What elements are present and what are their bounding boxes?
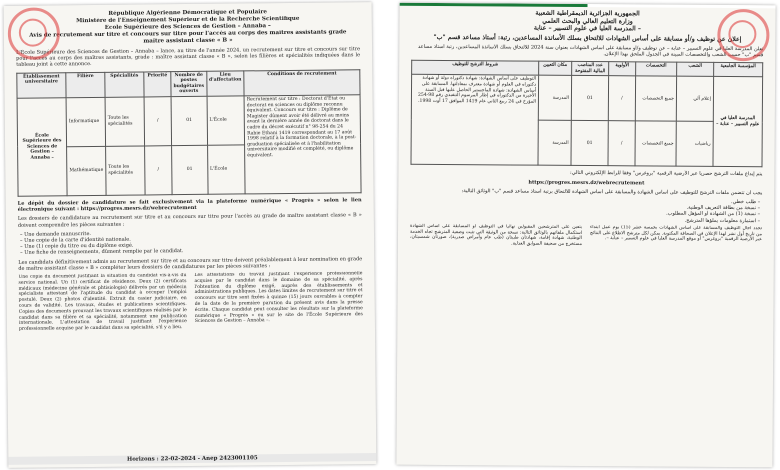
list-item: – نسخة من بطاقة التعريف الوطنية. bbox=[686, 204, 761, 212]
header-line: المدرسة العليا في علوم التسيير – عنابة – bbox=[533, 24, 642, 33]
header-line: École Supérieure des Sciences de Gestion – Annaba – bbox=[104, 23, 271, 31]
table-header: الأولوية bbox=[609, 62, 636, 76]
french-deposit-note: Le dépôt du dossier de candidature se fait exclusivement via la plateforme numérique « Progrès » selon le lien électronique suivant : https://progres.mesrs.dz/webrecrutement bbox=[17, 197, 362, 213]
list-item: – استمارة معلومات يملؤها المترشح. bbox=[684, 217, 761, 224]
specialite-cell: Toute les spécialités bbox=[106, 146, 146, 195]
french-document-page bbox=[4, 2, 377, 468]
table-header: Filière bbox=[66, 72, 105, 98]
table-header: Établissement universitaire bbox=[17, 72, 66, 98]
filiere-cell: رياضيات bbox=[676, 122, 713, 167]
table-header: Nombre de postes budgétaires ouverts bbox=[171, 71, 207, 97]
french-column-right: Les attestations du travail justifiant l'expérience professionnelle acquise par le candidat dans le domaine de sa spécialité, après l'obtention du diplôme exigé, auprès des établissements et administrations publiques. Les dates limites de recrutement sur titre et concours sur titre sont fixées à quinze (15) jours ouvrables à compter de la date de la première parution du présent avis dans la presse écrite. Chaque candidat peut consulter les résultats sur la plateforme numérique « Progrès » ou sur le site de l'École Supérieure des Sciences de Gestion – Annaba –. bbox=[194, 271, 363, 325]
list-item: – Une (1) copie du titre ou du diplôme exigé. bbox=[20, 242, 134, 250]
arabic-link: https://progres.mesrs.dz/webrecrutement bbox=[528, 179, 645, 186]
postes-cell: 01 bbox=[571, 121, 608, 166]
table-header: مكان التعيين bbox=[539, 61, 572, 75]
specialite-cell: Toute les spécialités bbox=[105, 97, 145, 146]
priorite-cell: / bbox=[145, 146, 173, 195]
arabic-deposit-note: يتم إيداع ملفات الترشح حصريا عبر الأرضية الرقمية "بروغرس" وفقا للرابط الإلكتروني التالي: bbox=[570, 170, 763, 178]
arabic-column-right: تحدد آجال التوظيف والمسابقة على أساس الشهادات بخمسة عشر (15) يوم عمل ابتداء من تاريخ أول نشر لهذا الإعلان في الصحافة المكتوبة. يمكن لكل مترشح الاطلاع على النتائج عبر الأرضية الرقمية "بروغرس" أو موقع المدرسة العليا في علوم التسيير – عنابة –. bbox=[589, 224, 763, 243]
arabic-docs-list bbox=[412, 197, 760, 224]
header-line: République Algérienne Démocratique et Populaire bbox=[108, 9, 267, 17]
arabic-title: إعلان عن توظيف و/أو مسابقة على أساس الشهادات للالتحاق بسلك الأساتذة المساعدين، رتبة: أستاذ مساعد قسم "ب" bbox=[433, 33, 742, 43]
list-item: – Une demande manuscrite. bbox=[19, 230, 92, 238]
establishment-cell: École Supérieure des Sciences de Gestion – Annaba – bbox=[17, 98, 67, 197]
table-header: الشعب bbox=[677, 62, 714, 76]
arabic-positions-table bbox=[410, 60, 763, 168]
table-header: المؤسسة الجامعية bbox=[714, 63, 763, 78]
french-two-columns bbox=[18, 271, 363, 367]
table-header: Priorité bbox=[144, 71, 171, 97]
arabic-column-left: يتعين على المترشحين المقبولين نهائيا في التوظيف أو المسابقة على أساس الشهادة استكمال ملفاتهم بالوثائق التالية: نسخة من الوثيقة التي تثبت وضعية المترشح تجاه الخدمة الوطنية، شهادة إقامة، شهادتان طبيتان (طب عام وأمراض صدرية)، صورتان شمسيتان، مستخرج من صحيفة السوابق العدلية. bbox=[409, 223, 583, 248]
filiere-cell: Informatique bbox=[66, 97, 106, 146]
header-line: maître assistant classe « B » bbox=[143, 37, 233, 45]
header-line: Ministère de l'Enseignement Supérieur et de la Recherche Scientifique bbox=[76, 15, 300, 25]
table-header: شروط الترشح للتوظيف bbox=[412, 60, 539, 75]
conditions-cell: Recrutement sur titre : Doctorat d'État ou doctorat en sciences ou diplôme reconnu équivalent. Concours sur titre : Diplôme de Magister dûment avoir été délivré au moins avant la dernière année de doctorat dans le cadre du décret exécutif n° 98-254 du 24 Rabie Ethani 1419 correspondant au 17 août 1998 relatif à la formation doctorale, à la post-graduation spécialisée et à l'habilitation universitaire modifié et complété, ou diplôme équivalent. bbox=[244, 95, 361, 194]
header-line: وزارة التعليم العالي والبحث العلمي bbox=[542, 17, 633, 25]
seal-stamp-icon bbox=[8, 7, 61, 60]
table-row bbox=[411, 75, 762, 122]
table-header: Conditions de recrutement bbox=[244, 69, 360, 96]
seal-stamp-icon bbox=[717, 9, 769, 61]
lieu-cell: L'École bbox=[207, 145, 245, 194]
specialite-cell: جميع التخصصات bbox=[635, 76, 676, 121]
lieu-cell: L'École bbox=[207, 96, 245, 145]
arabic-two-columns bbox=[409, 224, 762, 336]
priorite-cell: / bbox=[608, 76, 635, 121]
flag-strip bbox=[400, 3, 776, 9]
specialite-cell: جميع التخصصات bbox=[635, 121, 676, 166]
filiere-cell: إعلام آلي bbox=[676, 77, 713, 122]
priorite-cell: / bbox=[144, 97, 172, 146]
establishment-cell: المدرسة العليا في علوم التسيير – عنابة – bbox=[713, 77, 763, 167]
postes-cell: 01 bbox=[172, 145, 208, 194]
french-intro: L'École Supérieure des Sciences de Gestion – Annaba – lance, au titre de l'année 2024, un recrutement sur titre et concours sur titre pour l'accès au corps des maîtres assistants, grade : maître assistant classe « B », selon les filières et spécialités indiquées dans le tableau joint à cette annonce. bbox=[16, 46, 361, 69]
french-docs-list bbox=[20, 228, 360, 256]
list-item: – طلب خطي. bbox=[731, 198, 761, 206]
list-item: – Une fiche de renseignements, dûment remplie par le candidat. bbox=[20, 248, 184, 257]
postes-cell: 01 bbox=[571, 76, 608, 121]
lieu-cell: المدرسة bbox=[538, 76, 571, 121]
postes-cell: 01 bbox=[171, 96, 207, 145]
header-line: الجمهورية الجزائرية الديمقراطية الشعبية bbox=[535, 9, 640, 18]
french-docs-intro: Les dossiers de candidature au recrutement sur titre et au concours sur titre pour l'accès au grade de maître assistant classe « B » doivent comprendre les pièces suivantes : bbox=[17, 212, 362, 229]
list-item: – Une copie de la carte d'identité nationale. bbox=[20, 236, 131, 244]
french-positions-table bbox=[16, 69, 361, 197]
arabic-intro: تعلن المدرسة العليا في علوم التسيير – عنابة – عن توظيف و/أو مسابقة على أساس الشهادات بعنوان سنة 2024 للالتحاق بسلك الأساتذة المساعدين، رتبة أستاذ مساعد قسم "ب" حسب الشعب والتخصصات المبينة في الجدول الملحق بهذا الإعلان. bbox=[417, 43, 764, 59]
arabic-document-page bbox=[396, 3, 775, 468]
table-header-row bbox=[17, 69, 360, 98]
french-column-left: Une copie du document justifiant la situation du candidat vis-à-vis du service national. Un (1) certificat de résidence. Deux (2) certificats médicaux (médecine générale et phtisiologie) délivrés par un médecin spécialiste attestant de l'aptitude du candidat à occuper l'emploi postulé. Deux (2) photos d'identité. Extrait du casier judiciaire, en cours de validité. Les travaux, études et publications scientifiques. Copies des documents prouvant les travaux scientifiques réalisés par le candidat dans sa filière et sa spécialité, notamment une publication internationale. L'attestation de travail justifiant l'expérience professionnelle acquise par le candidat dans sa spécialité, s'il y a lieu. bbox=[18, 273, 187, 332]
french-footer: Horizons : 22-02-2024 - Anep 2423001105 bbox=[8, 453, 376, 465]
table-header: عدد المناصب المالية المفتوحة bbox=[572, 62, 609, 76]
arabic-docs-intro: يجب أن تتضمن ملفات الترشح للتوظيف على أساس الشهادة والمسابقة على أساس الشهادة للالتحاق برتبة أستاذ مساعد قسم "ب" الوثائق التالية: bbox=[461, 187, 763, 197]
table-row bbox=[17, 95, 360, 148]
lieu-cell: المدرسة bbox=[538, 121, 571, 166]
filiere-cell: Mathématique bbox=[67, 146, 107, 195]
table-header: التخصصات bbox=[636, 62, 677, 76]
french-admitted-intro: Les candidats définitivement admis au recrutement sur titre et au concours sur titre doivent préalablement à leur nomination en grade de maître assistant classe « B » compléter leurs dossiers de candidatures par les pièces suivantes : bbox=[18, 255, 363, 272]
header-line: Avis de recrutement sur titre et concours sur titre pour l'accès au corps des maîtres assistants grade bbox=[29, 29, 347, 39]
conditions-cell: التوظيف على أساس الشهادة: شهادة دكتوراه دولة أو شهادة دكتوراه في العلوم أو شهادة معترف بمعادلتها. المسابقة على أساس الشهادة: شهادة الماجستير الحاصل عليها قبل السنة الأخيرة من الدكتوراه في إطار المرسوم التنفيذي رقم 98-254 المؤرخ في 24 ربيع الثاني عام 1419 الموافق 17 أوت 1998. bbox=[411, 75, 539, 166]
table-header: Lieu d'affectation bbox=[206, 71, 244, 97]
list-item: – نسخة (1) من الشهادة أو المؤهل المطلوب. bbox=[666, 210, 761, 218]
priorite-cell: / bbox=[608, 121, 635, 166]
table-header: Spécialités bbox=[105, 72, 144, 98]
